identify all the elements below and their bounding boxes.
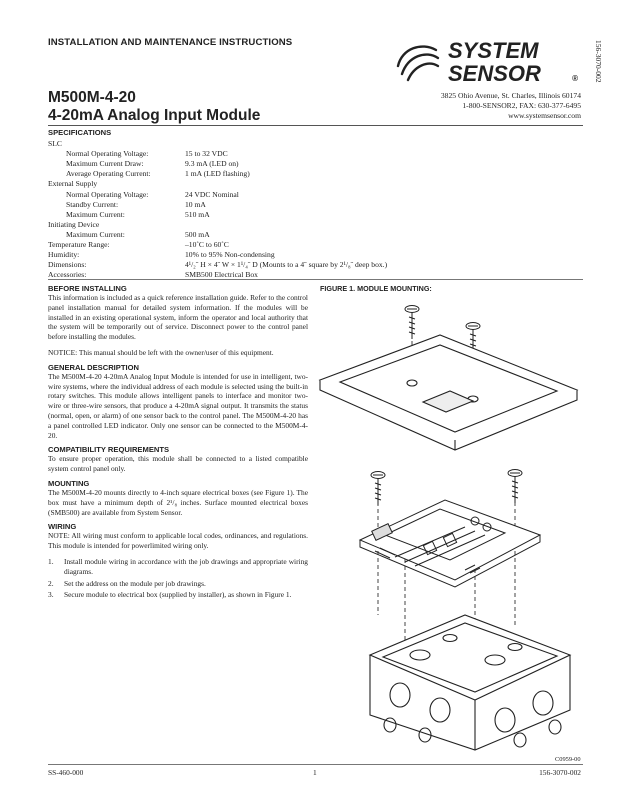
wiring-step: 2. Set the address on the module per job drawings.: [48, 578, 206, 588]
spec-value: 510 mA: [185, 209, 210, 219]
address-line-street: 3825 Ohio Avenue, St. Charles, Illinois 60174: [440, 91, 581, 100]
spec-label: Initiating Device: [48, 219, 100, 229]
middle-rule: [48, 279, 583, 280]
spec-label: Maximum Current Draw:: [66, 159, 144, 169]
wiring-steps: [48, 557, 308, 600]
spec-label: Average Operating Current:: [66, 169, 151, 179]
left-column: [48, 284, 308, 602]
compatibility-heading: COMPATIBILITY REQUIREMENTS: [48, 445, 170, 455]
wiring-step: 1. Install module wiring in accordance with the job drawings and appropriate wiring diagrams.: [48, 556, 308, 576]
document-header-label: INSTALLATION AND MAINTENANCE INSTRUCTIONS: [48, 37, 293, 48]
spec-value: –10˚C to 60˚C: [185, 240, 229, 249]
screw-icon: [405, 306, 419, 340]
spec-value: 500 mA: [185, 229, 210, 239]
footer-right-code: 156-3070-002: [539, 768, 581, 777]
figure-code: C0959-00: [555, 756, 581, 763]
wiring-step: 3. Secure module to electrical box (supplied by installer), as shown in Figure 1.: [48, 590, 292, 600]
spec-label: SLC: [48, 139, 62, 148]
wiring-heading: WIRING: [48, 522, 77, 532]
wiring-note: NOTE: All wiring must conform to applicable local codes, ordinances, and regulations. This module is intended for powerlimited wiring only.: [48, 531, 308, 551]
spec-value: 10 mA: [185, 199, 206, 209]
side-document-code: 156-3070-002: [594, 40, 603, 83]
spec-value: 9.3 mA (LED on): [185, 159, 239, 169]
spec-label: Normal Operating Voltage:: [66, 149, 149, 159]
cover-plate: [320, 335, 577, 450]
screw-icon: [508, 470, 522, 504]
figure-caption: FIGURE 1. MODULE MOUNTING:: [320, 284, 432, 293]
system-sensor-logo: [392, 36, 582, 88]
address-line-web: www.systemsensor.com: [508, 111, 581, 120]
spec-value: 10% to 95% Non-condensing: [185, 250, 275, 260]
company-address: [441, 91, 581, 121]
general-description-text: The M500M-4-20 4-20mA Analog Input Module is intended for use in intelligent, two-wire systems, where the individual address of each module is selected using the built-in rotary switches. This module allows intelligent panels to interface and monitor two-wire or three-wire sensors, that produce a 4-20mA signal output. It transmits the status (normal, open, or alarm) of one sensor back to the control panel. The M500M-4-20 has a panel controlled LED indicator. Only one sensor can be connected to the M500M-4-20.: [48, 371, 308, 440]
spec-label: Normal Operating Voltage:: [66, 189, 149, 199]
logo-line2: SENSOR: [448, 61, 541, 86]
spec-label: Humidity:: [48, 250, 80, 260]
specifications-heading: SPECIFICATIONS: [48, 128, 112, 137]
spec-label: Temperature Range:: [48, 240, 110, 249]
logo-line1: SYSTEM: [448, 38, 539, 63]
spec-label: Maximum Current:: [66, 229, 125, 239]
spec-label: External Supply: [48, 179, 98, 189]
screw-icon: [371, 472, 385, 506]
before-installing-text: This information is included as a quick reference installation guide. Refer to the control panel installation manual for detailed system information. If the modules will be installed in an existing operational system, inform the operator and local authority that the system will be temporarily out of service. Disconnect power to the control panel before installing the modules.: [48, 293, 308, 342]
spec-value: SMB500 Electrical Box: [185, 270, 258, 280]
spec-value: 1 mA (LED flashing): [185, 169, 250, 179]
footer-left-code: SS-460-000: [48, 768, 84, 777]
before-installing-heading: BEFORE INSTALLING: [48, 284, 127, 293]
product-model-title: M500M-4-20: [48, 89, 136, 106]
spec-value: 24 VDC Nominal: [185, 189, 239, 199]
product-description-title: 4-20mA Analog Input Module: [48, 107, 261, 124]
spec-label: Standby Current:: [66, 199, 119, 209]
spec-value: 4¹/₂˝ H × 4˝ W × 1¹/₄˝ D (Mounts to a 4˝ square by 2¹/₈˝ deep box.): [185, 260, 388, 270]
bottom-rule: [48, 764, 583, 765]
electrical-box: [370, 615, 570, 750]
mounting-heading: MOUNTING: [48, 478, 90, 488]
address-line-phone: 1-800-SENSOR2, FAX: 630-377-6495: [462, 101, 581, 110]
module-mounting-illustration: [315, 295, 583, 755]
top-rule: [48, 125, 583, 126]
spec-value: 15 to 32 VDC: [185, 149, 228, 159]
spec-label: Maximum Current:: [66, 209, 125, 219]
logo-registered-mark: ®: [572, 74, 578, 83]
spec-label: Accessories:: [48, 270, 87, 280]
general-description-heading: GENERAL DESCRIPTION: [48, 362, 139, 372]
module-board: [360, 500, 540, 587]
notice-text: NOTICE: This manual should be left with the owner/user of this equipment.: [48, 347, 274, 357]
mounting-text: The M500M-4-20 mounts directly to 4-inch square electrical boxes (see Figure 1). The box must have a minimum depth of 2¹/₈ inches. Surface mounted electrical boxes (SMB500) are available from System Sensor.: [48, 487, 308, 517]
page-number: 1: [313, 768, 317, 777]
compatibility-text: To ensure proper operation, this module shall be connected to a listed compatible system control panel only.: [48, 454, 308, 474]
spec-label: Dimensions:: [48, 260, 87, 270]
